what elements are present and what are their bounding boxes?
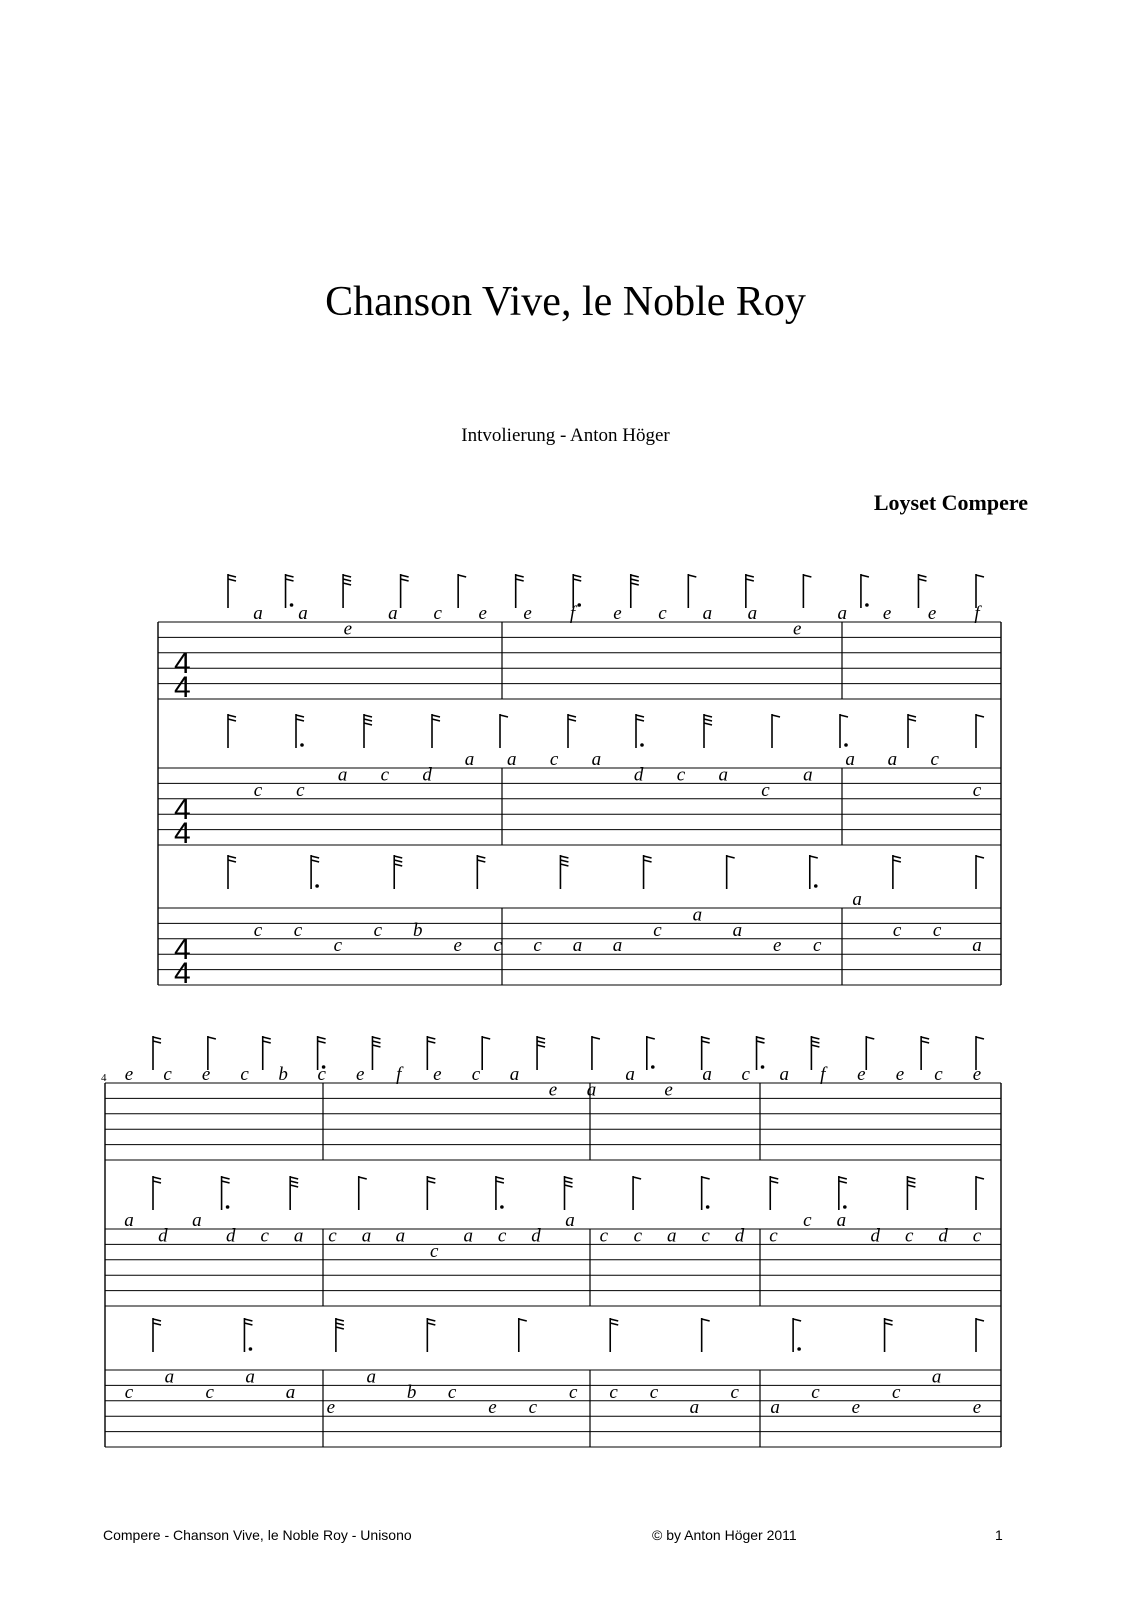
tab-letter: c: [380, 764, 390, 786]
tab-letter: c: [972, 779, 982, 801]
tab-letter: c: [769, 1225, 778, 1247]
tab-letter: e: [478, 603, 487, 624]
tab-letter: c: [932, 919, 942, 941]
rhythm-flag: [757, 1041, 765, 1043]
tab-letter: c: [761, 779, 770, 801]
tab-letter: e: [326, 1397, 336, 1419]
rhythm-flag: [427, 1177, 435, 1179]
tab-letter: a: [253, 603, 263, 624]
rhythm-flag: [263, 1037, 271, 1039]
rhythm-flag: [343, 583, 351, 585]
tab-letter: a: [845, 749, 855, 770]
rhythm-flag: [727, 856, 735, 858]
rhythm-flag: [318, 1037, 326, 1039]
tab-letter: c: [447, 1381, 457, 1403]
rhythm-flag: [704, 719, 712, 721]
rhythm-flag: [918, 575, 926, 577]
rhythm-flag: [704, 723, 712, 725]
tab-letter: a: [692, 904, 703, 926]
rhythm-flag: [427, 1037, 435, 1039]
rhythm-flag: [432, 719, 440, 721]
tab-letter: a: [285, 1381, 296, 1403]
rhythm-dot: [315, 884, 319, 888]
rhythm-flag: [861, 575, 869, 577]
tab-letter: c: [471, 1064, 481, 1085]
tab-letter: a: [702, 1064, 712, 1085]
tab-letter: c: [253, 919, 263, 941]
tab-letter: a: [366, 1366, 377, 1388]
rhythm-flag: [343, 575, 351, 577]
rhythm-flag: [364, 723, 372, 725]
tab-letter: c: [892, 919, 902, 941]
rhythm-flag: [537, 1045, 545, 1047]
rhythm-flag: [568, 719, 576, 721]
tab-letter: e: [793, 618, 802, 640]
tab-letter: e: [773, 935, 782, 957]
tab-letter: d: [938, 1225, 948, 1247]
rhythm-flag: [757, 1037, 765, 1039]
tab-letter: a: [779, 1064, 790, 1085]
rhythm-flag: [592, 1037, 600, 1039]
rhythm-flag: [770, 1181, 778, 1183]
tab-letter: f: [569, 603, 576, 624]
rhythm-flag: [746, 575, 754, 577]
rhythm-flag: [153, 1037, 161, 1039]
rhythm-flag: [908, 719, 916, 721]
rhythm-flag: [286, 579, 294, 581]
rhythm-dot: [843, 1205, 847, 1209]
tab-letter: c: [803, 1210, 812, 1231]
rhythm-flag: [537, 1037, 545, 1039]
rhythm-flag: [477, 860, 485, 862]
composer-name: Loyset Compere: [873, 490, 1028, 515]
tab-letter: e: [453, 935, 462, 957]
rhythm-flag: [631, 583, 639, 585]
rhythm-flag: [394, 856, 402, 858]
tab-letter: c: [653, 919, 662, 941]
tab-letter: c: [811, 1381, 820, 1403]
rhythm-flag: [290, 1181, 298, 1183]
rhythm-flag: [803, 575, 811, 577]
rhythm-flag: [565, 1185, 573, 1187]
tab-letter: d: [870, 1225, 880, 1247]
page-number: 1: [995, 1527, 1003, 1543]
tab-letter: a: [388, 603, 398, 624]
tab-letter: c: [260, 1225, 269, 1247]
rhythm-flag: [244, 1323, 252, 1325]
rhythm-flag: [153, 1181, 161, 1183]
rhythm-dot: [797, 1347, 801, 1351]
rhythm-flag: [458, 575, 466, 577]
tab-letter: c: [433, 603, 442, 624]
rhythm-flag: [573, 575, 581, 577]
tab-letter: e: [972, 1064, 982, 1085]
tab-letter: a: [293, 1225, 304, 1247]
tab-letter: c: [317, 1064, 326, 1085]
rhythm-flag: [565, 1181, 573, 1183]
tab-letter: a: [245, 1366, 255, 1388]
rhythm-flag: [263, 1041, 271, 1043]
rhythm-flag: [222, 1177, 230, 1179]
rhythm-flag: [516, 575, 524, 577]
rhythm-flag: [228, 860, 236, 862]
rhythm-flag: [908, 715, 916, 717]
tab-letter: a: [803, 764, 813, 786]
rhythm-flag: [772, 715, 780, 717]
tab-letter: e: [433, 1064, 442, 1085]
tab-letter: a: [702, 603, 713, 624]
rhythm-flag: [372, 1041, 380, 1043]
tab-letter: d: [158, 1225, 168, 1247]
rhythm-dot: [706, 1205, 710, 1209]
rhythm-flag: [427, 1041, 435, 1043]
rhythm-flag: [907, 1177, 915, 1179]
tab-letter: c: [163, 1064, 172, 1085]
rhythm-flag: [537, 1041, 545, 1043]
tab-letter: a: [591, 749, 602, 770]
rhythm-flag: [359, 1177, 367, 1179]
tab-letter: c: [930, 749, 939, 770]
tab-letter: c: [253, 779, 263, 801]
tab-letter: a: [666, 1225, 677, 1247]
time-signature-top: 4: [174, 932, 191, 966]
rhythm-flag: [311, 856, 319, 858]
rhythm-flag: [496, 1177, 504, 1179]
rhythm-dot: [300, 743, 304, 747]
rhythm-dot: [226, 1205, 230, 1209]
rhythm-flag: [840, 715, 848, 717]
rhythm-flag: [153, 1319, 161, 1321]
tab-letter: c: [333, 935, 343, 957]
rhythm-flag: [770, 1177, 778, 1179]
rhythm-flag: [372, 1037, 380, 1039]
rhythm-flag: [343, 579, 351, 581]
tab-letter: a: [395, 1225, 406, 1247]
tab-letter: a: [837, 603, 847, 624]
rhythm-flag: [573, 579, 581, 581]
rhythm-flag: [290, 1185, 298, 1187]
tab-letter: a: [972, 935, 982, 957]
tab-letter: f: [396, 1064, 402, 1085]
rhythm-dot: [844, 743, 848, 747]
rhythm-dot: [865, 603, 869, 607]
footer-copyright: © by Anton Höger 2011: [652, 1527, 797, 1543]
tab-letter: e: [356, 1064, 365, 1085]
rhythm-flag: [318, 1041, 326, 1043]
tab-letter: a: [507, 749, 517, 770]
tab-letter: e: [488, 1397, 497, 1419]
tab-letter: b: [278, 1064, 288, 1085]
rhythm-flag: [427, 1319, 435, 1321]
tab-letter: c: [124, 1381, 134, 1403]
rhythm-flag: [296, 719, 304, 721]
rhythm-flag: [228, 856, 236, 858]
tab-letter: e: [857, 1064, 866, 1085]
tab-letter: a: [565, 1210, 575, 1231]
rhythm-flag: [516, 579, 524, 581]
rhythm-flag: [811, 1045, 819, 1047]
rhythm-flag: [336, 1327, 344, 1329]
tab-letter: c: [934, 1064, 943, 1085]
tab-letter: a: [192, 1210, 202, 1231]
score-title: Chanson Vive, le Noble Roy: [325, 279, 806, 325]
rhythm-flag: [565, 1177, 573, 1179]
rhythm-flag: [228, 715, 236, 717]
tab-letter: a: [124, 1210, 134, 1231]
tab-letter: d: [531, 1225, 541, 1247]
tab-letter: e: [343, 618, 353, 640]
rhythm-dot: [640, 743, 644, 747]
rhythm-flag: [976, 1037, 984, 1039]
tab-letter: c: [549, 749, 559, 770]
tab-letter: c: [972, 1225, 982, 1247]
tab-letter: d: [226, 1225, 236, 1247]
tab-letter: a: [586, 1079, 597, 1101]
rhythm-flag: [610, 1323, 618, 1325]
rhythm-flag: [477, 856, 485, 858]
rhythm-flag: [519, 1319, 527, 1321]
rhythm-flag: [153, 1041, 161, 1043]
tab-letter: f: [820, 1064, 826, 1085]
rhythm-flag: [364, 719, 372, 721]
rhythm-dot: [651, 1065, 655, 1069]
tab-letter: c: [633, 1225, 643, 1247]
rhythm-flag: [633, 1177, 641, 1179]
tab-letter: e: [548, 1079, 558, 1101]
rhythm-flag: [688, 575, 696, 577]
rhythm-flag: [296, 715, 304, 717]
footer-piece-info: Compere - Chanson Vive, le Noble Roy - Unisono: [103, 1527, 412, 1543]
rhythm-flag: [244, 1319, 252, 1321]
rhythm-flag: [921, 1037, 929, 1039]
tab-letter: d: [734, 1225, 745, 1247]
tab-letter: c: [892, 1381, 901, 1403]
tab-letter: e: [523, 603, 532, 624]
rhythm-flag: [976, 1319, 984, 1321]
rhythm-flag: [702, 1041, 710, 1043]
rhythm-flag: [702, 1177, 710, 1179]
tab-letter: c: [328, 1225, 337, 1247]
rhythm-flag: [704, 715, 712, 717]
tab-letter: a: [298, 603, 308, 624]
rhythm-flag: [560, 864, 568, 866]
tab-letter: e: [124, 1064, 134, 1085]
tab-letter: c: [430, 1240, 439, 1262]
rhythm-flag: [336, 1323, 344, 1325]
rhythm-flag: [976, 1177, 984, 1179]
rhythm-flag: [500, 715, 508, 717]
rhythm-flag: [153, 1177, 161, 1179]
tab-letter: e: [972, 1397, 982, 1419]
rhythm-dot: [761, 1065, 765, 1069]
tab-letter: c: [904, 1225, 914, 1247]
rhythm-flag: [839, 1177, 847, 1179]
tab-letter: c: [609, 1381, 618, 1403]
rhythm-flag: [893, 856, 901, 858]
rhythm-flag: [644, 860, 652, 862]
rhythm-flag: [810, 856, 818, 858]
rhythm-flag: [228, 575, 236, 577]
rhythm-dot: [249, 1347, 253, 1351]
time-signature-bottom: 4: [174, 671, 191, 704]
rhythm-flag: [560, 856, 568, 858]
tab-letter: c: [497, 1225, 507, 1247]
measure-number: 4: [101, 1072, 107, 1084]
tab-letter: d: [633, 764, 644, 786]
tab-letter: c: [528, 1397, 538, 1419]
tab-letter: a: [164, 1366, 175, 1388]
tab-letter: c: [741, 1064, 750, 1085]
tab-letter: c: [533, 935, 542, 957]
tab-letter: a: [361, 1225, 372, 1247]
rhythm-flag: [907, 1185, 915, 1187]
tab-letter: a: [689, 1397, 700, 1419]
tab-letter: c: [701, 1225, 710, 1247]
tab-letter: e: [882, 603, 892, 624]
rhythm-dot: [290, 603, 294, 607]
rhythm-flag: [482, 1037, 490, 1039]
tab-letter: e: [201, 1064, 211, 1085]
tab-letter: c: [649, 1381, 659, 1403]
rhythm-flag: [336, 1319, 344, 1321]
rhythm-flag: [921, 1041, 929, 1043]
tab-letter: a: [732, 919, 743, 941]
rhythm-flag: [401, 579, 409, 581]
tab-letter: c: [296, 779, 305, 801]
tab-letter: a: [572, 935, 583, 957]
rhythm-flag: [793, 1319, 801, 1321]
tab-letter: c: [293, 919, 303, 941]
rhythm-flag: [208, 1037, 216, 1039]
tab-letter: a: [509, 1064, 520, 1085]
rhythm-flag: [290, 1177, 298, 1179]
rhythm-flag: [364, 715, 372, 717]
tab-letter: a: [612, 935, 623, 957]
rhythm-flag: [702, 1037, 710, 1039]
rhythm-flag: [222, 1181, 230, 1183]
rhythm-flag: [866, 1037, 874, 1039]
time-signature-bottom: 4: [174, 817, 191, 850]
tab-letter: c: [373, 919, 383, 941]
tab-letter: a: [718, 764, 728, 786]
rhythm-flag: [394, 860, 402, 862]
tab-letter: c: [658, 603, 667, 624]
tab-letter: b: [413, 919, 423, 941]
rhythm-flag: [907, 1181, 915, 1183]
tab-letter: a: [625, 1064, 635, 1085]
rhythm-flag: [636, 719, 644, 721]
tab-letter: e: [895, 1064, 905, 1085]
rhythm-flag: [228, 719, 236, 721]
rhythm-flag: [631, 579, 639, 581]
time-signature-top: 4: [174, 792, 191, 826]
rhythm-flag: [560, 860, 568, 862]
rhythm-flag: [811, 1041, 819, 1043]
rhythm-flag: [401, 575, 409, 577]
tab-letter: c: [205, 1381, 214, 1403]
tab-letter: e: [664, 1079, 673, 1101]
tab-letter: c: [813, 935, 822, 957]
rhythm-flag: [811, 1037, 819, 1039]
time-signature-top: 4: [174, 646, 191, 680]
rhythm-flag: [394, 864, 402, 866]
tab-letter: e: [851, 1397, 861, 1419]
rhythm-flag: [427, 1323, 435, 1325]
tab-letter: f: [974, 603, 980, 624]
tab-letter: a: [463, 1225, 473, 1247]
rhythm-dot: [577, 603, 581, 607]
tab-letter: c: [568, 1381, 578, 1403]
tab-letter: c: [676, 764, 686, 786]
rhythm-flag: [746, 579, 754, 581]
rhythm-flag: [228, 579, 236, 581]
rhythm-flag: [153, 1323, 161, 1325]
tab-letter: a: [337, 764, 348, 786]
rhythm-flag: [976, 856, 984, 858]
tab-letter: d: [422, 764, 432, 786]
tab-letter: e: [613, 603, 622, 624]
rhythm-flag: [286, 575, 294, 577]
rhythm-flag: [644, 856, 652, 858]
rhythm-flag: [427, 1181, 435, 1183]
tab-letter: e: [927, 603, 937, 624]
rhythm-flag: [976, 715, 984, 717]
rhythm-flag: [372, 1045, 380, 1047]
rhythm-flag: [839, 1181, 847, 1183]
tab-letter: a: [770, 1397, 780, 1419]
tab-letter: b: [406, 1381, 417, 1403]
rhythm-flag: [918, 579, 926, 581]
tab-letter: a: [464, 749, 475, 770]
rhythm-flag: [885, 1319, 893, 1321]
tab-letter: a: [931, 1366, 942, 1388]
tab-letter: c: [730, 1381, 739, 1403]
tab-letter: c: [599, 1225, 609, 1247]
rhythm-flag: [432, 715, 440, 717]
rhythm-flag: [636, 715, 644, 717]
tab-letter: c: [493, 935, 502, 957]
arranger-credit: Intvolierung - Anton Höger: [461, 425, 670, 446]
rhythm-flag: [311, 860, 319, 862]
rhythm-flag: [885, 1323, 893, 1325]
rhythm-flag: [976, 575, 984, 577]
tab-letter: a: [852, 889, 862, 910]
rhythm-flag: [610, 1319, 618, 1321]
rhythm-flag: [496, 1181, 504, 1183]
rhythm-dot: [500, 1205, 504, 1209]
rhythm-flag: [893, 860, 901, 862]
rhythm-flag: [702, 1319, 710, 1321]
time-signature-bottom: 4: [174, 957, 191, 990]
rhythm-dot: [814, 884, 818, 888]
rhythm-flag: [647, 1037, 655, 1039]
tab-letter: a: [836, 1210, 847, 1231]
rhythm-flag: [631, 575, 639, 577]
tab-letter: a: [887, 749, 898, 770]
tab-letter: a: [747, 603, 758, 624]
rhythm-flag: [568, 715, 576, 717]
tab-letter: c: [240, 1064, 249, 1085]
